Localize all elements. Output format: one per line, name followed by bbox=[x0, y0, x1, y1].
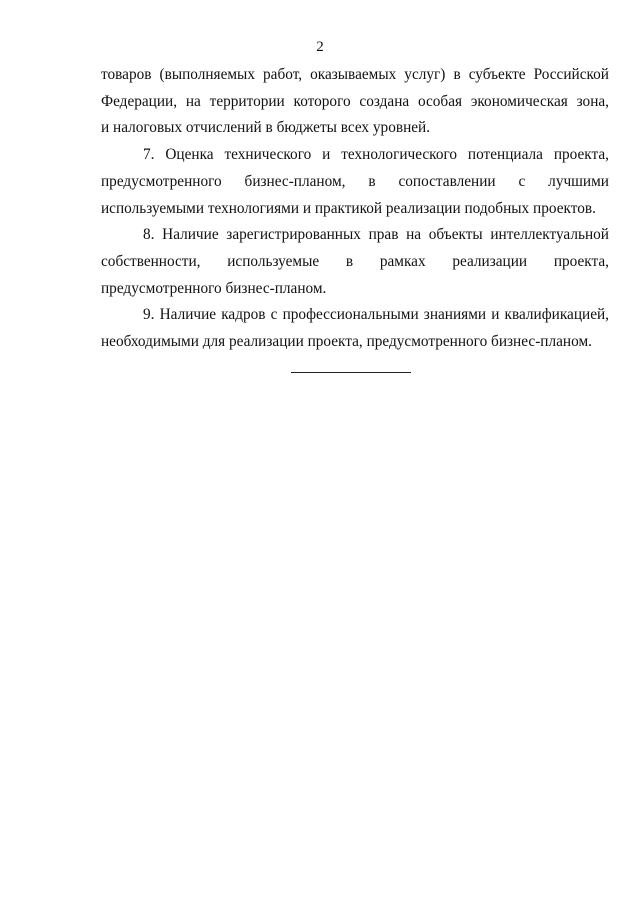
paragraph-item-9 bbox=[101, 302, 609, 355]
text-line: предусмотренного бизнес-планом, в сопоставлении с лучшими bbox=[101, 172, 609, 190]
paragraph-continuation bbox=[101, 62, 609, 142]
text-line: и налоговых отчислений в бюджеты всех уровней. bbox=[101, 119, 431, 137]
paragraph-item-8 bbox=[101, 222, 609, 302]
text-line: 8. Наличие зарегистрированных прав на объекты интеллектуальной bbox=[143, 226, 609, 244]
page-number: 2 bbox=[316, 39, 324, 55]
paragraph-item-7 bbox=[101, 142, 609, 222]
text-line: необходимыми для реализации проекта, предусмотренного бизнес-планом. bbox=[101, 333, 592, 351]
text-line: используемыми технологиями и практикой реализации подобных проектов. bbox=[101, 199, 596, 217]
text-line: 9. Наличие кадров с профессиональными знаниями и квалификацией, bbox=[143, 306, 609, 324]
text-line: предусмотренного бизнес-планом. bbox=[101, 279, 327, 297]
text-line: товаров (выполняемых работ, оказываемых услуг) в субъекте Российской bbox=[101, 66, 609, 83]
text-line: Федерации, на территории которого создана особая экономическая зона, bbox=[101, 92, 609, 110]
text-line: 7. Оценка технического и технологического потенциала проекта, bbox=[143, 146, 609, 164]
text-line: собственности, используемые в рамках реализации проекта, bbox=[101, 252, 609, 270]
document-body bbox=[101, 62, 609, 356]
end-separator-line bbox=[291, 372, 411, 373]
